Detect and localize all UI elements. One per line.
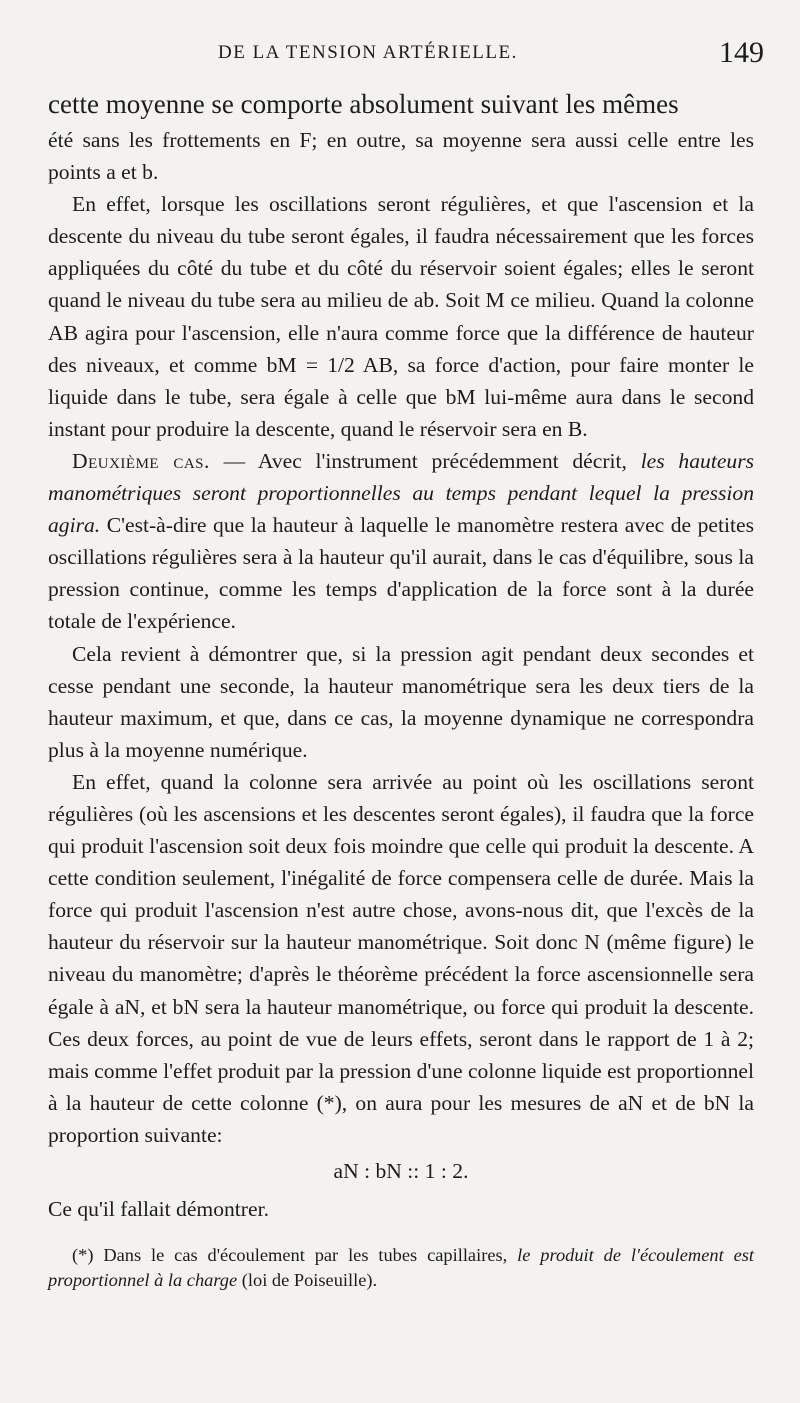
footnote-text-end: (loi de Poiseuille). <box>237 1270 378 1291</box>
footnote-marker: (*) <box>72 1245 94 1266</box>
paragraph-2: En effet, lorsque les oscillations seront régulières, et que l'ascension et la descente du niveau du tube seront égales, il faudra nécessairement que les forces appliquées du côté du tube et du côté du réservoir soient égales; elles le seront quand le niveau du tube sera au milieu de ab. Soit M ce milieu. Quand la colonne AB agira pour l'ascension, elle n'aura comme force que la différence de hauteur des niveaux, et comme bM = 1/2 AB, sa force d'action, pour faire monter le liquide dans le tube, sera égale à celle que bM lui-même aura dans le second instant pour produire la descente, quand le réservoir sera en B. <box>48 192 754 441</box>
section-label: Deuxième cas. <box>72 448 210 473</box>
formula: aN : bN :: 1 : 2. <box>333 1159 469 1183</box>
conclusion: Ce qu'il fallait démontrer. <box>48 1197 269 1222</box>
lead-fragment: cette moyenne se comporte absolument suivant les mêmes <box>48 89 679 119</box>
footnote <box>48 1243 754 1293</box>
paragraph-3 <box>48 445 754 638</box>
paragraph-1: été sans les frottements en F; en outre, sa moyenne sera aussi celle entre les points a et b. <box>48 128 754 185</box>
paragraph-3-dash: — Avec l'instrument précédemment décrit, <box>209 448 641 473</box>
paragraph-3-rest: C'est-à-dire que la hauteur à laquelle le manomètre restera avec de petites oscillations régulières sera à la hauteur qu'il aurait, dans le cas d'équilibre, sous la pression continue, comme les temps d'application de la force sont à la durée totale de l'expérience. <box>48 513 754 634</box>
paragraph-4: Cela revient à démontrer que, si la pression agit pendant deux secondes et cesse pendant une seconde, la hauteur manométrique sera les deux tiers de la hauteur maximum, et que, dans ce cas, la moyenne dynamique ne correspondra plus à la moyenne numérique. <box>48 641 754 762</box>
running-head: DE LA TENSION ARTÉRIELLE. <box>218 42 518 63</box>
body-text <box>48 86 754 1293</box>
paragraph-5: En effet, quand la colonne sera arrivée au point où les oscillations seront régulières (où les ascensions et les descentes seront égales), il faudra que la force qui produit l'ascension soit deux fois moindre que celle qui produit la descente. A cette condition seulement, l'inégalité de force compensera celle de durée. Mais la force qui produit l'ascension n'est autre chose, avons-nous dit, que l'excès de la hauteur du réservoir sur la hauteur manométrique. Soit donc N (même figure) le niveau du manomètre; d'après le théorème précédent la force ascensionnelle sera égale à aN, et bN sera la hauteur manométrique, ou force qui produit la descente. Ces deux forces, au point de vue de leurs effets, seront dans le rapport de 1 à 2; mais comme l'effet produit par la pression d'une colonne liquide est proportionnel à la hauteur de cette colonne (*), on aura pour les mesures de aN et de bN la proportion suivante: <box>48 769 755 1147</box>
page-number: 149 <box>719 36 764 69</box>
page-header <box>48 36 764 76</box>
paragraph-3-italic: les hauteurs manométriques seront proportionnelles au temps pendant lequel la pression agira. <box>48 448 755 538</box>
footnote-text-start: Dans le cas d'écoulement par les tubes capillaires, <box>93 1245 518 1266</box>
footnote-italic: le produit de l'écoulement est proportionnel à la charge <box>48 1245 754 1291</box>
